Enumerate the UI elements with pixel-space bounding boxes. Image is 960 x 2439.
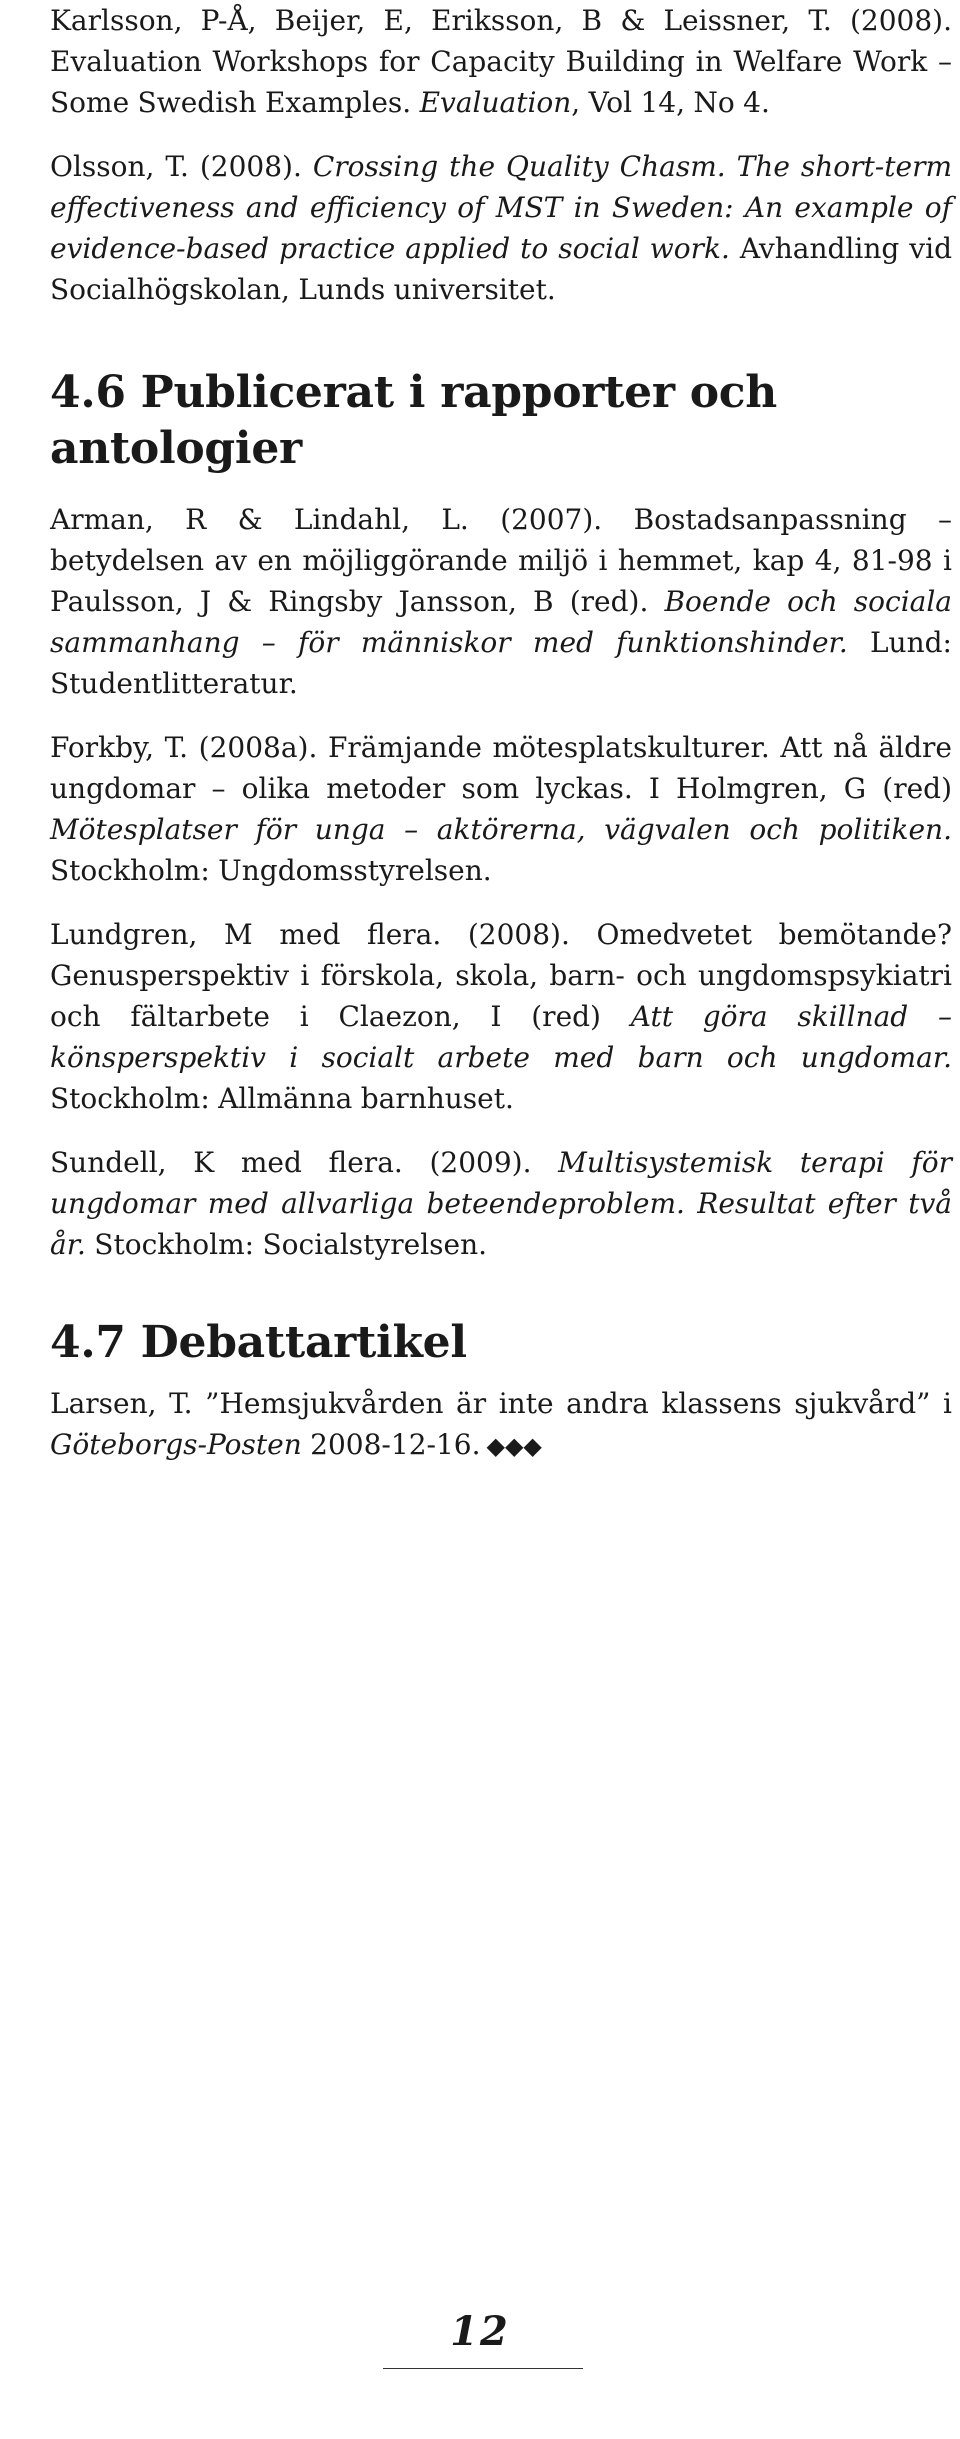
reference-text: Olsson, T. (2008). — [50, 150, 313, 183]
reference-text: Stockholm: Allmänna barnhuset. — [50, 1082, 514, 1115]
reference-text: Karlsson, P-Å, Beijer, E, Eriksson, B & Leissner, T. (2008). Evaluation Workshops for Capacity Building in Welfare Work – Some Swedish Examples. — [50, 4, 952, 119]
page-number: 12 — [450, 2308, 510, 2355]
reference-title: Mötesplatser för unga – aktörerna, vägvalen och politiken. — [50, 813, 952, 846]
reference-lundgren — [50, 914, 952, 1119]
reference-text: Stockholm: Ungdomsstyrelsen. — [50, 854, 492, 887]
reference-text: , Vol 14, No 4. — [571, 86, 770, 119]
reference-text: Forkby, T. (2008a). Främjande mötesplatskulturer. Att nå äldre ungdomar – olika metoder som lyckas. I Holmgren, G (red) — [50, 731, 952, 805]
reference-text: 2008-12-16. — [301, 1428, 481, 1461]
reference-forkby — [50, 727, 952, 891]
reference-title: Multisystemisk terapi för ungdomar med allvarliga beteendeproblem. Resultat efter två år. — [50, 1146, 952, 1261]
reference-title: Crossing the Quality Chasm. The short-term effectiveness and efficiency of MST in Sweden: An example of evidence-based practice applied to social work. — [50, 150, 953, 265]
reference-text: Avhandling vid Socialhögskolan, Lunds universitet. — [50, 232, 952, 306]
reference-text: Sundell, K med flera. (2009). — [50, 1146, 559, 1179]
reference-text: Arman, R & Lindahl, L. (2007). Bostadsanpassning – betydelsen av en möjliggörande miljö i hemmet, kap 4, 81-98 i Paulsson, J & Ringsby Jansson, B (red). — [50, 503, 952, 618]
reference-arman — [50, 499, 952, 704]
reference-olsson — [50, 146, 952, 310]
page-content — [50, 0, 952, 1490]
reference-text: Stockholm: Socialstyrelsen. — [85, 1228, 488, 1261]
reference-text: Larsen, T. ”Hemsjukvården är inte andra klassens sjukvård” i — [50, 1387, 952, 1420]
reference-karlsson — [50, 0, 952, 123]
footer-rule — [383, 2368, 583, 2369]
end-ornament-icon: ◆◆◆ — [486, 1432, 542, 1460]
reference-title: Att göra skillnad – könsperspektiv i socialt arbete med barn och ungdomar. — [50, 1000, 952, 1074]
reference-title: Boende och sociala sammanhang – för människor med funktionshinder. — [50, 585, 952, 659]
reference-sundell — [50, 1142, 952, 1265]
section-heading-4-6: 4.6 Publicerat i rapporter och antologier — [50, 367, 777, 474]
section-heading-4-7: 4.7 Debattartikel — [50, 1317, 467, 1368]
reference-title: Evaluation — [419, 86, 572, 119]
reference-text: Lundgren, M med flera. (2008). Omedvetet bemötande? Genusperspektiv i förskola, skola, barn- och ungdomspsykiatri och fältarbete i Claezon, I (red) — [50, 918, 952, 1033]
reference-text: Lund: Studentlitteratur. — [50, 626, 952, 700]
reference-title: Göteborgs-Posten — [50, 1428, 302, 1461]
reference-larsen — [50, 1383, 952, 1467]
